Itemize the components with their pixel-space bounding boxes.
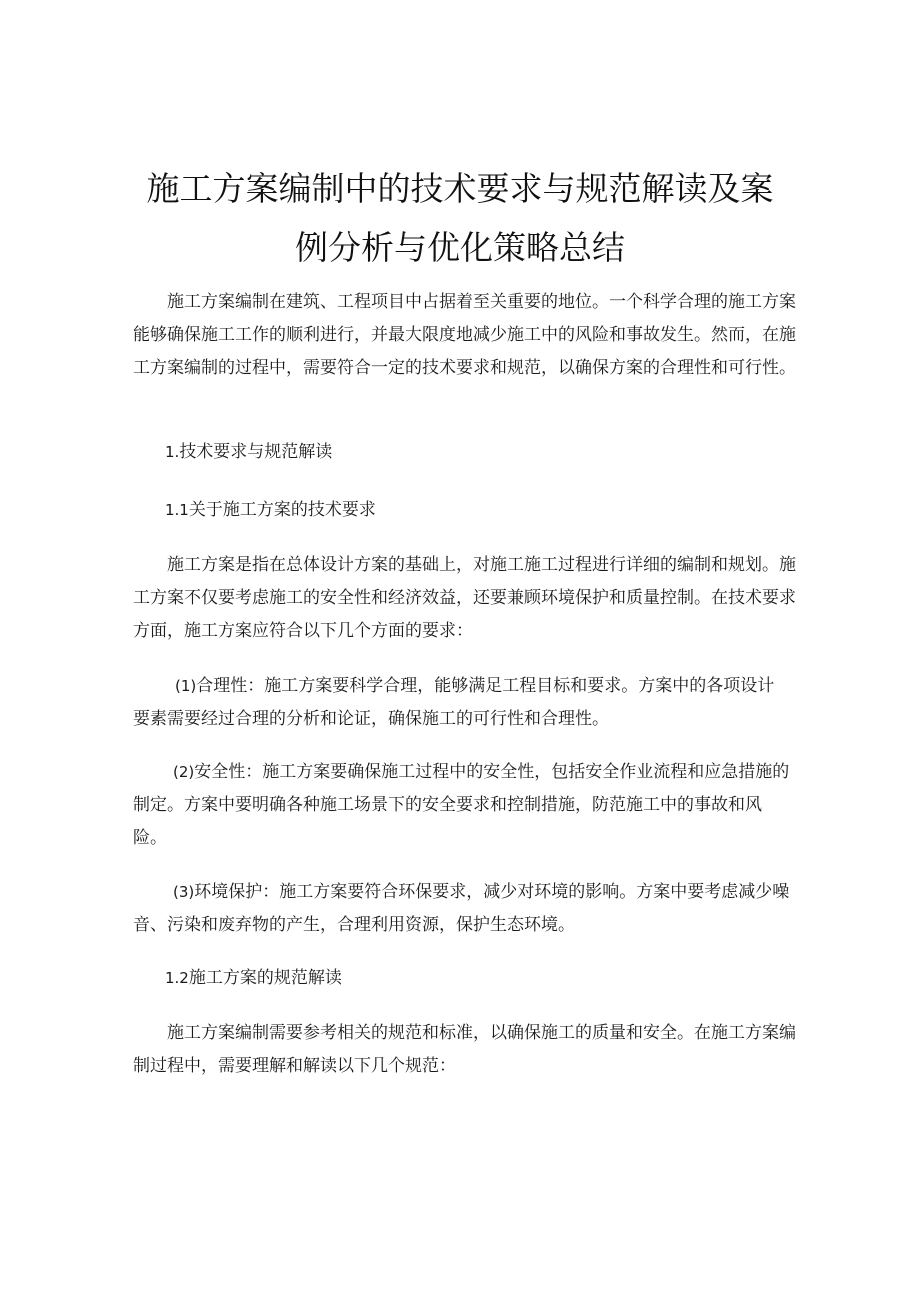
item-2-number: (2) <box>173 763 195 781</box>
section-1-2-title: 施工方案的规范解读 <box>188 968 342 988</box>
requirement-item-2 <box>133 756 813 855</box>
item-line: 制定。方案中要明确各种施工场景下的安全要求和控制措施，防范施工中的事故和风 <box>133 795 762 815</box>
item-1-number: (1) <box>175 677 197 695</box>
section-1-1-number: 1.1 <box>165 501 189 519</box>
section-1-1-title: 关于施工方案的技术要求 <box>188 500 376 520</box>
item-line <box>133 756 813 789</box>
body-line: 施工方案编制需要参考相关的规范和标准，以确保施工的质量和安全。在施工方案编 <box>167 1023 796 1043</box>
item-line <box>133 670 813 703</box>
item-line: 音、污染和废弃物的产生，合理利用资源，保护生态环境。 <box>133 915 575 935</box>
intro-line: 能够确保施工工作的顺利进行，并最大限度地减少施工中的风险和事故发生。然而，在施 <box>133 325 796 345</box>
intro-line: 工方案编制的过程中，需要符合一定的技术要求和规范，以确保方案的合理性和可行性。 <box>133 358 796 378</box>
item-2-text: 安全性：施工方案要确保施工过程中的安全性，包括安全作业流程和应急措施的 <box>194 762 790 782</box>
document-title-line-2: 例分析与优化策略总结 <box>295 228 625 267</box>
section-1-2-heading <box>165 966 342 990</box>
section-1-2-paragraph <box>133 1017 813 1083</box>
intro-paragraph <box>133 286 813 385</box>
item-line: 险。 <box>133 828 167 848</box>
item-3-number: (3) <box>173 883 195 901</box>
body-line: 施工方案是指在总体设计方案的基础上，对施工施工过程进行详细的编制和规划。施 <box>167 555 796 575</box>
section-1-number: 1. <box>165 443 180 461</box>
document-title-line-1: 施工方案编制中的技术要求与规范解读及案 <box>146 169 774 208</box>
item-3-text: 环境保护：施工方案要符合环保要求，减少对环境的影响。方案中要考虑减少噪 <box>194 882 790 902</box>
section-1-1-paragraph <box>133 549 813 648</box>
item-line <box>133 876 813 909</box>
requirement-item-1 <box>133 670 813 736</box>
section-1-title: 技术要求与规范解读 <box>179 442 333 462</box>
item-line: 要素需要经过合理的分析和论证，确保施工的可行性和合理性。 <box>133 709 609 729</box>
body-line: 方面，施工方案应符合以下几个方面的要求： <box>133 621 473 641</box>
body-line: 制过程中，需要理解和解读以下几个规范： <box>133 1056 456 1076</box>
item-1-text: 合理性：施工方案要科学合理，能够满足工程目标和要求。方案中的各项设计 <box>196 676 775 696</box>
body-line: 工方案不仅要考虑施工的安全性和经济效益，还要兼顾环境保护和质量控制。在技术要求 <box>133 588 796 608</box>
intro-line: 施工方案编制在建筑、工程项目中占据着至关重要的地位。一个科学合理的施工方案 <box>167 292 796 312</box>
section-1-heading <box>165 440 332 464</box>
section-1-1-heading <box>165 498 376 522</box>
requirement-item-3 <box>133 876 813 942</box>
section-1-2-number: 1.2 <box>165 969 189 987</box>
